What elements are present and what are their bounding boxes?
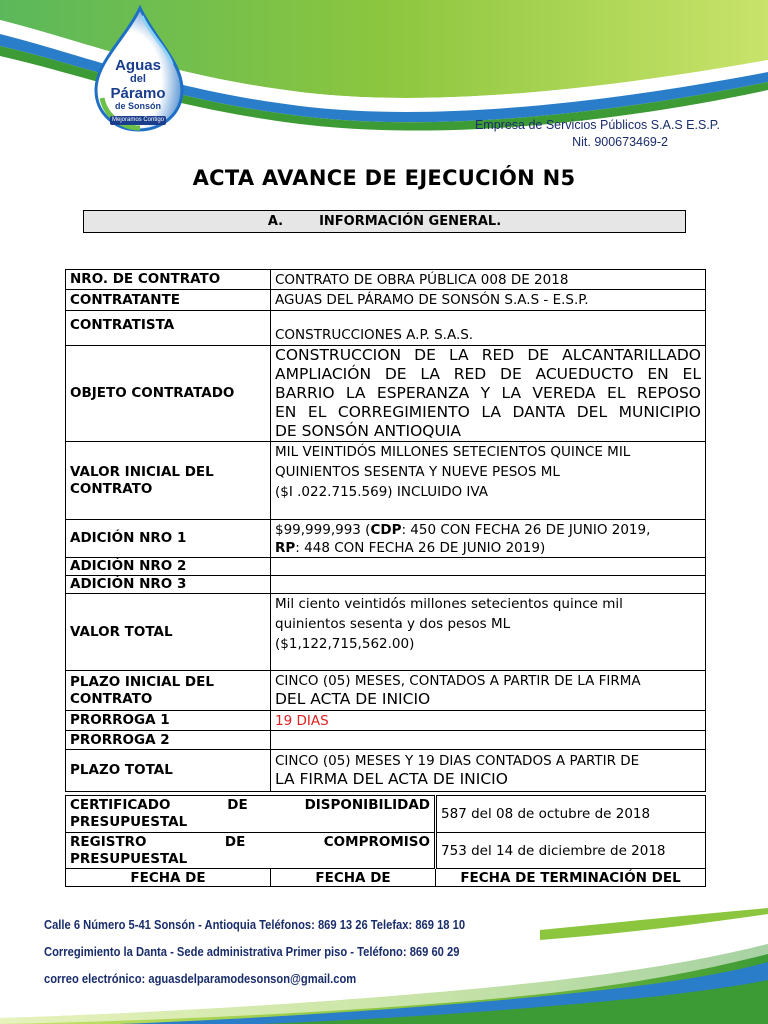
company-nit: Nit. 900673469-2 — [572, 135, 668, 149]
valor-total-line: quinientos sesenta y dos pesos ML — [275, 616, 511, 632]
row-value-contratante: AGUAS DEL PÁRAMO DE SONSÓN S.A.S - E.S.P. — [271, 290, 706, 311]
plazo-inicial-line2: DEL ACTA DE INICIO — [275, 690, 431, 708]
row-value-adicion1 — [271, 520, 706, 558]
row-label-cdp — [66, 796, 436, 833]
row-label-objeto: OBJETO CONTRATADO — [66, 346, 271, 442]
row-label-prorroga1: PRORROGA 1 — [66, 711, 271, 731]
table-row — [66, 346, 706, 442]
valor-inicial-line: MIL VEINTIDÓS MILLONES SETECIENTOS QUINCE MIL — [275, 444, 631, 460]
row-label-rp — [66, 833, 436, 869]
plazo-total-line2: LA FIRMA DEL ACTA DE INICIO — [275, 770, 508, 788]
cdp-word: CERTIFICADO — [70, 797, 171, 813]
general-info-table — [65, 269, 706, 792]
row-value-contrato: CONTRATO DE OBRA PÚBLICA 008 DE 2018 — [271, 270, 706, 290]
table-row — [66, 558, 706, 576]
table-row — [66, 576, 706, 594]
row-value-cdp: 587 del 08 de octubre de 2018 — [436, 796, 706, 833]
logo-text-line1: Aguas — [115, 57, 161, 74]
adicion1-cdp-text: : 450 CON FECHA 26 DE JUNIO 2019, — [401, 521, 651, 538]
rp-word: DE — [224, 834, 246, 850]
logo-text-line3: Páramo — [110, 85, 166, 102]
row-value-plazo-total — [271, 750, 706, 792]
table-row — [66, 442, 706, 520]
plazo-inicial-line1: CINCO (05) MESES, CONTADOS A PARTIR DE LA FIRMA — [275, 673, 641, 689]
row-label-adicion2: ADICIÓN NRO 2 — [66, 558, 271, 576]
section-label: INFORMACIÓN GENERAL. — [319, 214, 502, 229]
table-row — [66, 311, 706, 346]
logo-text-line4: de Sonsón — [114, 101, 161, 111]
table-row — [66, 869, 706, 887]
objeto-line: AMPLIACIÓN DE LA RED DE ACUEDUCTO EN EL — [275, 365, 701, 383]
logo-text-line2: del — [130, 73, 146, 85]
row-label-valor-total: VALOR TOTAL — [66, 594, 271, 671]
row-label-adicion3: ADICIÓN NRO 3 — [66, 576, 271, 594]
objeto-line: CONSTRUCCION DE LA RED DE ALCANTARILLADO — [275, 346, 701, 364]
row-label-contrato: NRO. DE CONTRATO — [66, 270, 271, 290]
row-value-valor-total — [271, 594, 706, 671]
row-label-plazo-total: PLAZO TOTAL — [66, 750, 271, 792]
company-name: Empresa de Servicios Públicos S.A.S E.S.P. — [474, 118, 720, 132]
table-row — [66, 270, 706, 290]
adicion1-cdp-label: CDP — [370, 521, 402, 538]
fecha-header: FECHA DE TERMINACIÓN DEL — [436, 869, 706, 887]
valor-inicial-line: QUINIENTOS SESENTA Y NUEVE PESOS ML — [275, 464, 560, 480]
row-value-contratista: CONSTRUCCIONES A.P. S.A.S. — [271, 311, 706, 346]
budget-table — [65, 795, 706, 887]
row-value-plazo-inicial — [271, 671, 706, 711]
row-value-valor-inicial — [271, 442, 706, 520]
row-label-prorroga2: PRORROGA 2 — [66, 731, 271, 750]
row-value-adicion3 — [271, 576, 706, 594]
table-row — [66, 520, 706, 558]
footer-address: Calle 6 Número 5-41 Sonsón - Antioquia Teléfonos: 869 13 26 Telefax: 869 18 10 — [44, 917, 466, 932]
table-row — [66, 731, 706, 750]
valor-total-line: ($1,122,715,562.00) — [275, 636, 415, 652]
objeto-line: BARRIO LA ESPERANZA Y LA VEREDA EL REPOSO — [275, 384, 701, 402]
valor-total-line: Mil ciento veintidós millones setecientos quince mil — [275, 596, 623, 612]
table-row — [66, 833, 706, 869]
fecha-header: FECHA DE — [66, 869, 271, 887]
footer-location: Corregimiento la Danta - Sede administrativa Primer piso - Teléfono: 869 60 29 — [44, 944, 460, 959]
section-heading — [83, 210, 686, 233]
logo-tagline: Mejoramos Contigo — [111, 117, 165, 123]
table-row — [66, 671, 706, 711]
row-label-valor-inicial: VALOR INICIAL DEL CONTRATO — [66, 442, 271, 520]
table-row — [66, 711, 706, 731]
row-label-adicion1: ADICIÓN NRO 1 — [66, 520, 271, 558]
adicion1-rp-label: RP — [275, 539, 296, 556]
plazo-total-line1: CINCO (05) MESES Y 19 DIAS CONTADOS A PARTIR DE — [275, 753, 640, 769]
adicion1-amount: $99,999,993 ( — [275, 521, 371, 538]
table-row — [66, 594, 706, 671]
cdp-word: DE — [227, 797, 248, 813]
adicion1-rp-text: : 448 CON FECHA 26 DE JUNIO 2019) — [295, 539, 546, 556]
row-label-contratante: CONTRATANTE — [66, 290, 271, 311]
objeto-line: EN EL CORREGIMIENTO LA DANTA DEL MUNICIPIO — [275, 403, 701, 421]
cdp-label-line2: PRESUPUESTAL — [70, 814, 188, 830]
row-label-plazo-inicial: PLAZO INICIAL DEL CONTRATO — [66, 671, 271, 711]
objeto-line: DE SONSÓN ANTIOQUIA — [275, 422, 462, 440]
table-row — [66, 750, 706, 792]
row-label-contratista: CONTRATISTA — [66, 311, 271, 346]
row-value-prorroga1: 19 DIAS — [271, 711, 706, 731]
section-letter: A. — [267, 214, 284, 229]
valor-inicial-line: ($I .022.715.569) INCLUIDO IVA — [275, 484, 488, 500]
row-value-rp: 753 del 14 de diciembre de 2018 — [436, 833, 706, 869]
company-logo — [88, 4, 188, 132]
row-value-adicion2 — [271, 558, 706, 576]
row-value-prorroga2 — [271, 731, 706, 750]
table-row — [66, 796, 706, 833]
rp-label-line2: PRESUPUESTAL — [70, 851, 188, 867]
table-row — [66, 290, 706, 311]
footer-email: correo electrónico: aguasdelparamodesonson@gmail.com — [44, 971, 357, 986]
document-title: ACTA AVANCE DE EJECUCIÓN N5 — [192, 166, 576, 190]
rp-word: COMPROMISO — [323, 834, 430, 850]
rp-word: REGISTRO — [70, 834, 147, 850]
cdp-word: DISPONIBILIDAD — [304, 797, 431, 813]
row-value-objeto — [271, 346, 706, 442]
fecha-header: FECHA DE — [271, 869, 436, 887]
